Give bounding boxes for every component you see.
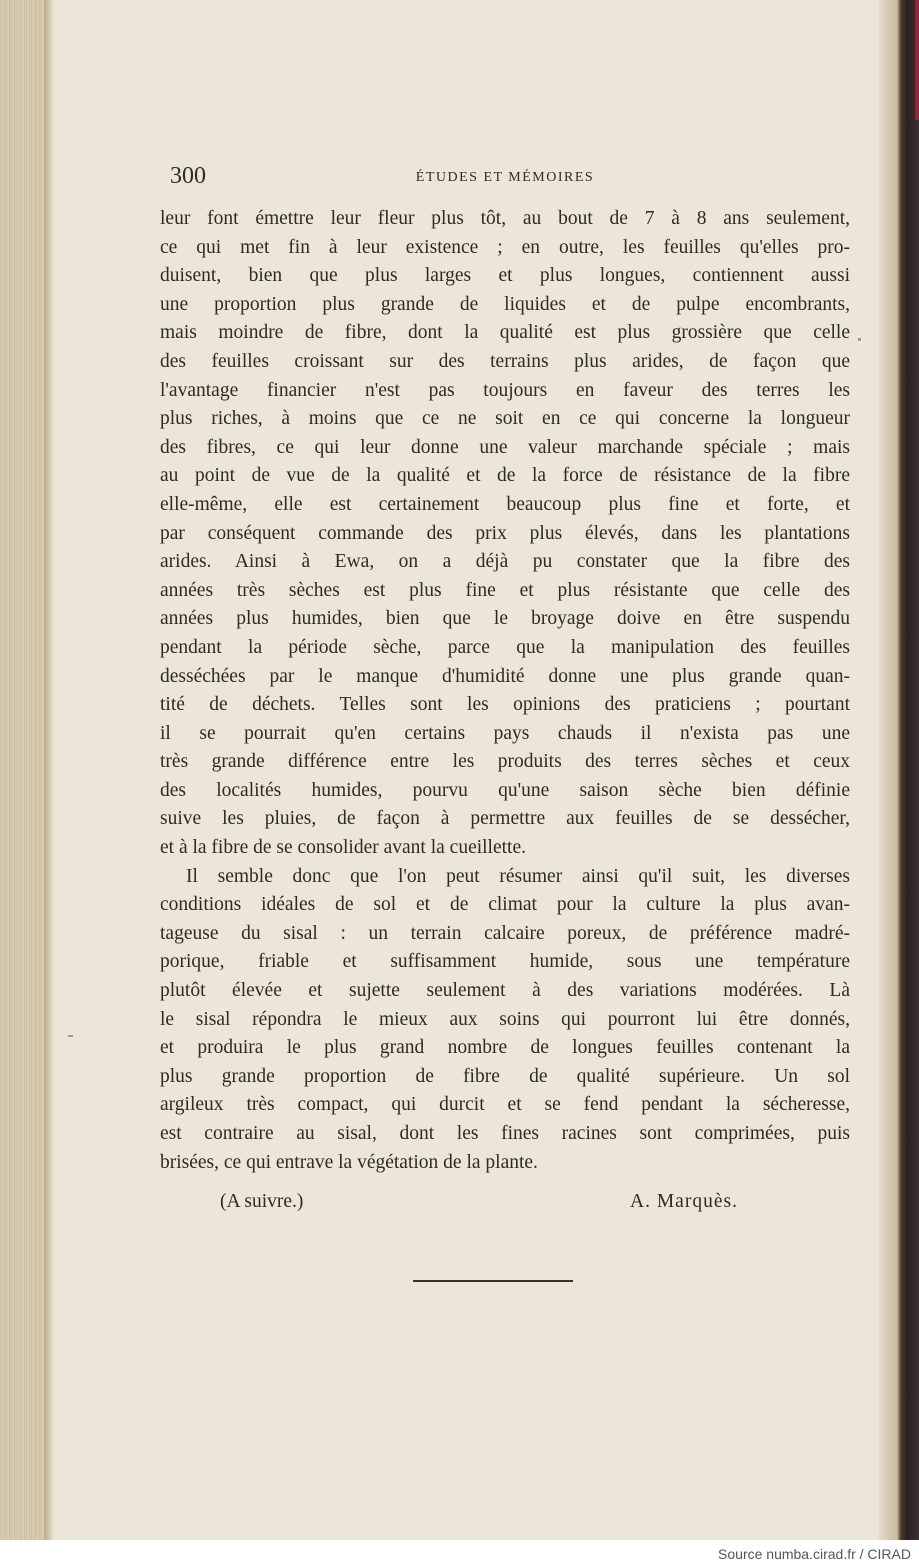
text-line: desséchées par le manque d'humidité donne une plus grande quan- [160, 665, 850, 687]
paragraph-1 [160, 205, 850, 863]
text-line: des localités humides, pourvu qu'une saison sèche bien définie [160, 779, 850, 801]
text-line: une proportion plus grande de liquides et de pulpe encombrants, [160, 293, 850, 315]
page-content [160, 163, 850, 1225]
running-head: ÉTUDES ET MÉMOIRES [415, 170, 595, 185]
book-edge-left [0, 0, 44, 1540]
text-line: mais moindre de fibre, dont la qualité est plus grossière que celle [160, 322, 850, 344]
text-line: est contraire au sisal, dont les fines racines sont comprimées, puis [160, 1123, 850, 1144]
text-line: porique, friable et suffisamment humide, sous une température [160, 951, 850, 973]
text-line: duisent, bien que plus larges et plus longues, contiennent aussi [160, 265, 850, 287]
author-signature: A. Marquès. [630, 1191, 738, 1213]
text-line: très grande différence entre les produits des terres sèches et ceux [160, 751, 850, 773]
binding-stripe [915, 0, 919, 120]
text-line: leur font émettre leur fleur plus tôt, au bout de 7 à 8 ans seulement, [160, 208, 850, 229]
text-line: suive les pluies, de façon à permettre aux feuilles de se dessécher, [160, 808, 850, 830]
text-line: ce qui met fin à leur existence ; en outre, les feuilles qu'elles pro- [160, 236, 850, 258]
text-line: tageuse du sisal : un terrain calcaire poreux, de préférence madré- [160, 922, 850, 944]
text-line: tité de déchets. Telles sont les opinions des praticiens ; pourtant [160, 694, 850, 716]
text-line: l'avantage financier n'est pas toujours en faveur des terres les [160, 379, 850, 401]
text-line: années très sèches est plus fine et plus résistante que celle des [160, 579, 850, 601]
text-line: arides. Ainsi à Ewa, on a déjà pu constater que la fibre des [160, 551, 850, 573]
page-number: 300 [170, 163, 206, 189]
text-line: le sisal répondra le mieux aux soins qui pourront lui être donnés, [160, 1008, 850, 1030]
article-closing [160, 1185, 850, 1225]
text-line: brisées, ce qui entrave la végétation de la plante. [160, 1151, 538, 1173]
text-line: pendant la période sèche, parce que la manipulation des feuilles [160, 636, 850, 658]
text-line: au point de vue de la qualité et de la force de résistance de la fibre [160, 465, 850, 487]
text-line: plus riches, à moins que ce ne soit en ce qui concerne la longueur [160, 408, 850, 430]
section-rule [413, 1280, 573, 1282]
source-credit: Source numba.cirad.fr / CIRAD [718, 1546, 911, 1562]
paragraph-2 [160, 863, 850, 1178]
text-line: par conséquent commande des prix plus élevés, dans les plantations [160, 522, 850, 544]
to-be-continued: (A suivre.) [220, 1191, 304, 1213]
scan-speck [68, 1035, 73, 1037]
text-line: et produira le plus grand nombre de longues feuilles contenant la [160, 1037, 850, 1059]
text-line: Il semble donc que l'on peut résumer ainsi qu'il suit, les diverses [186, 865, 850, 887]
text-line: il se pourrait qu'en certains pays chauds il n'exista pas une [160, 722, 850, 744]
text-line: plus grande proportion de fibre de qualité supérieure. Un sol [160, 1065, 850, 1087]
text-line: des feuilles croissant sur des terrains plus arides, de façon que [160, 350, 850, 372]
page-header [160, 163, 850, 193]
scan-speck [858, 338, 861, 341]
book-edge-right [879, 0, 919, 1540]
text-line: des fibres, ce qui leur donne une valeur marchande spéciale ; mais [160, 436, 850, 458]
text-line: et à la fibre de se consolider avant la cueillette. [160, 837, 526, 859]
text-line: argileux très compact, qui durcit et se fend pendant la sécheresse, [160, 1094, 850, 1116]
text-line: plutôt élevée et sujette seulement à des variations modérées. Là [160, 980, 850, 1002]
gutter-shadow [44, 0, 54, 1540]
text-line: années plus humides, bien que le broyage doive en être suspendu [160, 608, 850, 630]
text-line: elle-même, elle est certainement beaucoup plus fine et forte, et [160, 493, 850, 515]
text-line: conditions idéales de sol et de climat pour la culture la plus avan- [160, 894, 850, 916]
